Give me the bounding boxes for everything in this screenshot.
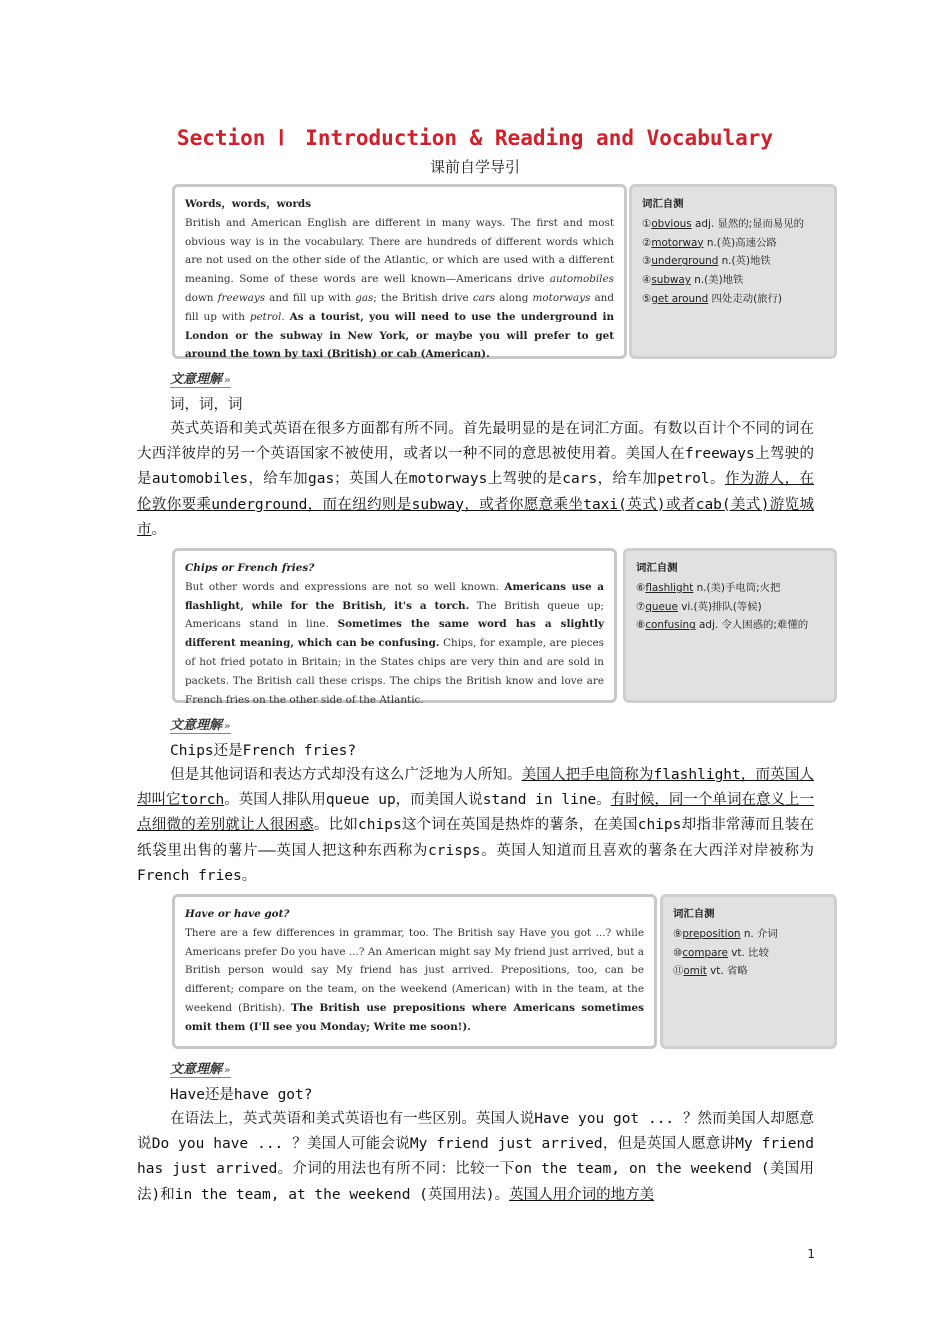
passage-text: There are a few differences in grammar, too. The British say Have you got ...? while Americans prefer Do you have ...? An American might say My friend just arrived, but a British person would say My friend has just arrived. Prepositions, too, can be different; compare on the team, on the weekend (American) with in the team, at the weekend (British). The British use prepositions where Americans sometimes omit them (I'll see you Monday; Write me soon!). (185, 926, 644, 1033)
section-paragraph: 但是其他词语和表达方式却没有这么广泛地为人所知。美国人把手电筒称为flashlight，而英国人却叫它torch。英国人排队用queue up，而美国人说stand in line。有时候，同一个单词在意义上一点细微的差别就让人很困惑。比如chips这个词在英国是热炸的薯条，在美国chips却指非常薄而且装在纸袋里出售的薯片——英国人把这种东西称为crisps。英国人知道而且喜欢的薯条在大西洋对岸被称为French fries。 (137, 767, 815, 884)
vocab-box-2 (623, 548, 837, 703)
page-title: Section Ⅰ Introduction & Reading and Vocabulary (176, 126, 774, 150)
vocab-item: ⑧confusing adj. 令人困惑的;难懂的 (636, 619, 809, 632)
section-title: Have还是have got? (170, 1087, 313, 1103)
vocab-item: ⑪omit vt. 省略 (673, 965, 748, 978)
vocab-heading: 词汇自测 (636, 562, 678, 574)
section-heading: 文意理解 » (170, 1058, 231, 1078)
passage-title: Words，words，words (185, 198, 312, 210)
page-number: 1 (807, 1247, 815, 1261)
passage-title: Chips or French fries? (185, 562, 315, 574)
vocab-box-3 (660, 894, 837, 1049)
section-heading: 文意理解 » (170, 368, 231, 388)
vocab-heading: 词汇自测 (673, 908, 715, 920)
page-subtitle: 课前自学导引 (429, 158, 520, 176)
vocab-item: ⑤get around 四处走动(旅行) (642, 292, 782, 305)
section-title: Chips还是French fries? (170, 743, 357, 759)
vocab-heading: 词汇自测 (642, 198, 684, 210)
section-paragraph: 在语法上，英式英语和美式英语也有一些区别。英国人说Have you got ... ？然而美国人却愿意说Do you have ... ？美国人可能会说My friend just arrived，但是英国人愿意讲My friend has just arrived。介词的用法也有所不同：比较一下on the team, on the weekend (美国用法)和in the team, at the weekend (英国用法)。英国人用介词的地方美 (137, 1111, 814, 1203)
vocab-item: ⑦queue vi.(英)排队(等候) (636, 600, 762, 613)
vocab-item: ①obvious adj. 显然的;显而易见的 (642, 217, 805, 230)
vocab-box-1 (629, 184, 837, 359)
vocab-item: ⑨preposition n. 介词 (673, 927, 778, 940)
section-heading: 文意理解 » (170, 714, 231, 734)
vocab-item: ④subway n.(美)地铁 (642, 274, 744, 287)
vocab-item: ⑥flashlight n.(美)手电筒;火把 (636, 581, 781, 594)
vocab-item: ②motorway n.(英)高速公路 (642, 236, 777, 249)
section-paragraph: 英式英语和美式英语在很多方面都有所不同。首先最明显的是在词汇方面。有数以百计个不同的词在大西洋彼岸的另一个英语国家不被使用，或者以一种不同的意思被使用着。美国人在freeways上驾驶的是automobiles，给车加gas；英国人在motorways上驾驶的是cars，给车加petrol。作为游人，在伦敦你要乘underground，而在纽约则是subway，或者你愿意乘坐taxi(英式)或者cab(美式)游览城市。 (137, 421, 814, 538)
passage-text: But other words and expressions are not so well known. Americans use a flashlight, while for the British, it's a torch. The British queue up; Americans stand in line. Sometimes the same word has a slightly different meaning, which can be confusing. Chips, for example, are pieces of hot fried potato in Britain; in the States chips are very thin and are sold in packets. The British call these crisps. The chips the British know and love are French fries on the other side of the Atlantic. (185, 580, 604, 706)
passage-box-2 (172, 548, 617, 706)
section-title: 词，词，词 (170, 397, 243, 413)
vocab-item: ⑩compare vt. 比较 (673, 946, 769, 959)
passage-box-3 (172, 894, 657, 1049)
passage-text: British and American English are different in many ways. The first and most obvious way is in the vocabulary. There are hundreds of different words which are not used on the other side of the Atlantic, or which are used with a different meaning. Some of these words are well known—Americans drive automobiles down freeways and fill up with gas; the British drive cars along motorways and fill up with petrol. As a tourist, you will need to use the underground in London or the subway in New York, or maybe you will prefer to get around the town by taxi (British) or cab (American). (185, 216, 615, 361)
passage-title: Have or have got? (185, 908, 290, 920)
passage-box-1 (172, 184, 627, 359)
vocab-item: ③underground n.(英)地铁 (642, 255, 771, 268)
